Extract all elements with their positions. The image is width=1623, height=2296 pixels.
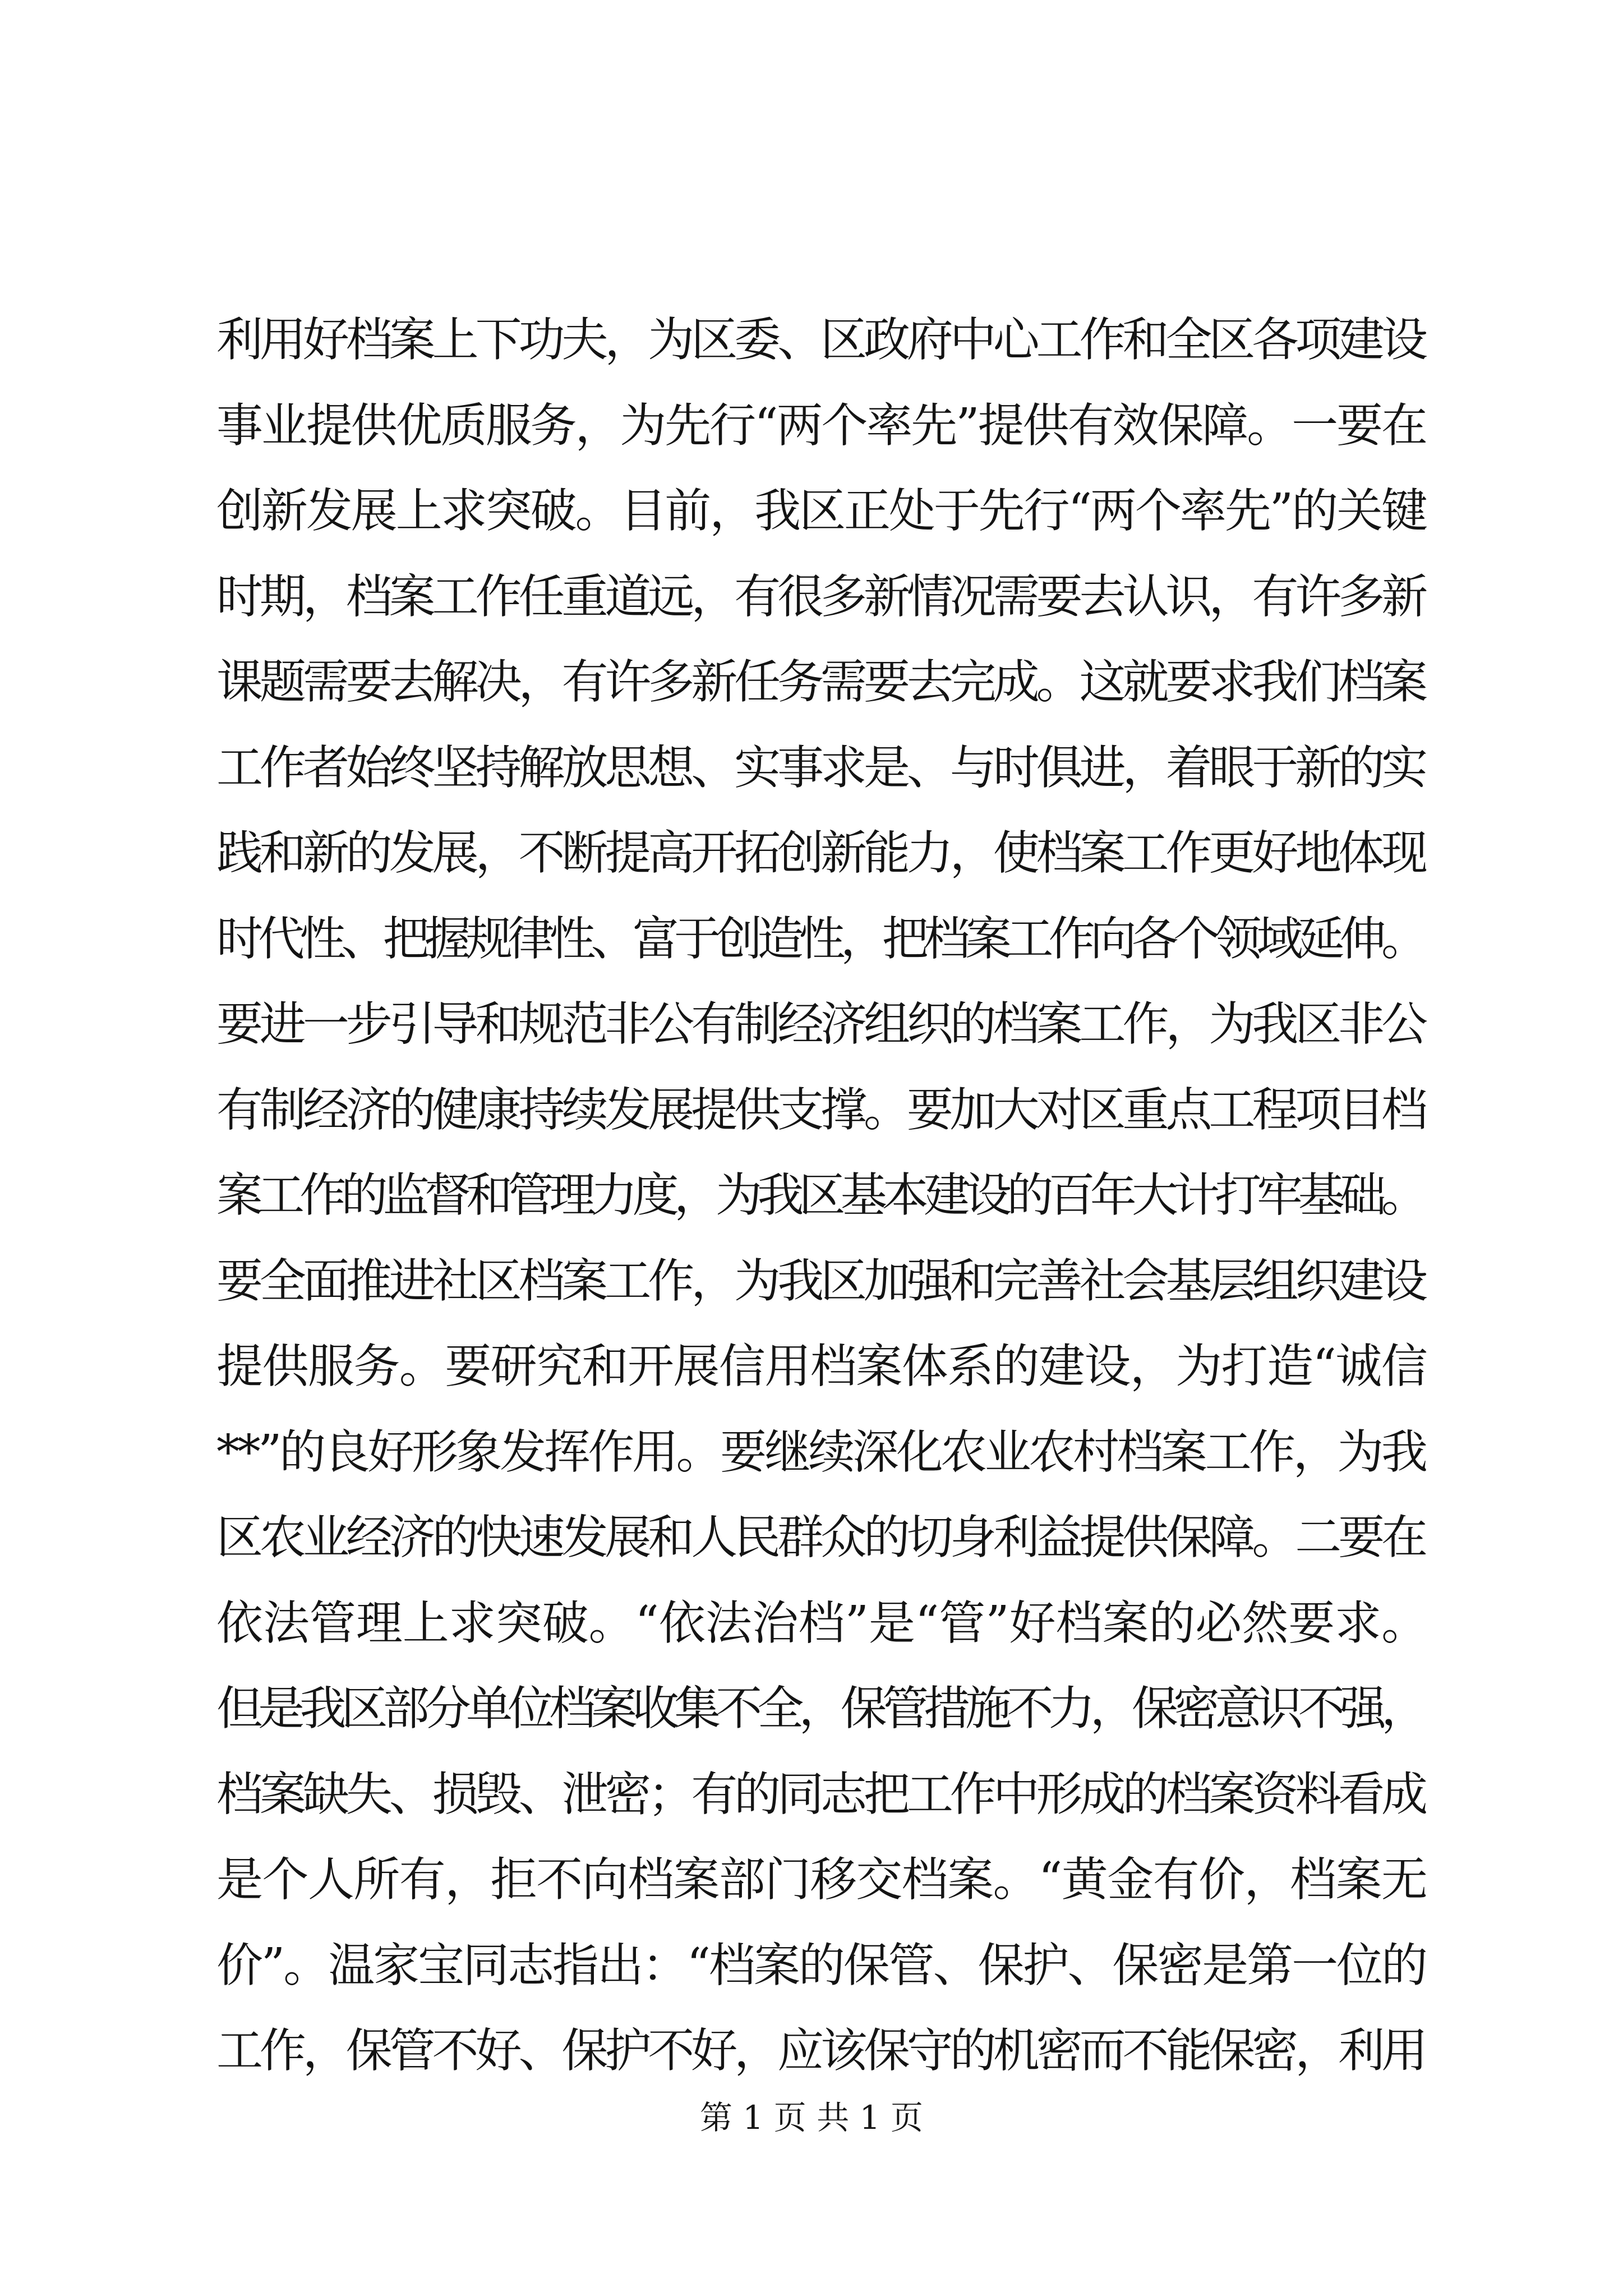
body-text xyxy=(216,297,1428,2094)
text-line: 利用好档案上下功夫，为区委、区政府中心工作和全区各项建设 xyxy=(216,312,1425,367)
text-line: 践和新的发展，不断提高开拓创新能力，使档案工作更好地体现 xyxy=(216,826,1425,880)
page-number-label: 第 1 页 共 1 页 xyxy=(700,2099,923,2137)
text-line: 时期，档案工作任重道远，有很多新情况需要去认识，有许多新 xyxy=(216,569,1425,624)
text-line: 要全面推进社区档案工作，为我区加强和完善社会基层组织建设 xyxy=(216,1253,1425,1308)
text-line: 区农业经济的快速发展和人民群众的切身利益提供保障。二要在 xyxy=(216,1510,1425,1565)
text-line: 但是我区部分单位档案收集不全，保管措施不力，保密意识不强， xyxy=(216,1681,1423,1736)
text-line: 事业提供优质服务，为先行“两个率先”提供有效保障。一要在 xyxy=(216,398,1426,453)
text-line: 价”。温家宝同志指出：“档案的保管、保护、保密是第一位的 xyxy=(216,1938,1426,1993)
text-line: 提供服务。要研究和开展信用档案体系的建设，为打造“诚信 xyxy=(216,1339,1427,1393)
page-footer xyxy=(0,2095,1623,2140)
text-line: 案工作的监督和管理力度，为我区基本建设的百年大计打牢基础。 xyxy=(216,1168,1423,1222)
text-line: 有制经济的健康持续发展提供支撑。要加大对区重点工程项目档 xyxy=(216,1082,1425,1137)
text-line: 工作，保管不好、保护不好，应该保守的机密而不能保密，利用 xyxy=(216,2023,1425,2078)
text-line: 创新发展上求突破。目前，我区正处于先行“两个率先”的关键 xyxy=(216,484,1426,538)
text-line: 是个人所有，拒不向档案部门移交档案。“黄金有价，档案无 xyxy=(216,1852,1427,1907)
text-line: 时代性、把握规律性、富于创造性，把档案工作向各个领域延伸。 xyxy=(216,911,1423,966)
text-line: 依法管理上求突破。“依法治档”是“管”好档案的必然要求。 xyxy=(216,1595,1428,1650)
text-line: 课题需要去解决，有许多新任务需要去完成。这就要求我们档案 xyxy=(216,655,1425,709)
text-line: 档案缺失、损毁、泄密；有的同志把工作中形成的档案资料看成 xyxy=(216,1766,1425,1821)
text-line: 工作者始终坚持解放思想、实事求是、与时俱进，着眼于新的实 xyxy=(216,740,1425,795)
text-line: **”的良好形象发挥作用。要继续深化农业农村档案工作，为我 xyxy=(216,1424,1426,1479)
text-line: 要进一步引导和规范非公有制经济组织的档案工作，为我区非公 xyxy=(216,997,1425,1051)
